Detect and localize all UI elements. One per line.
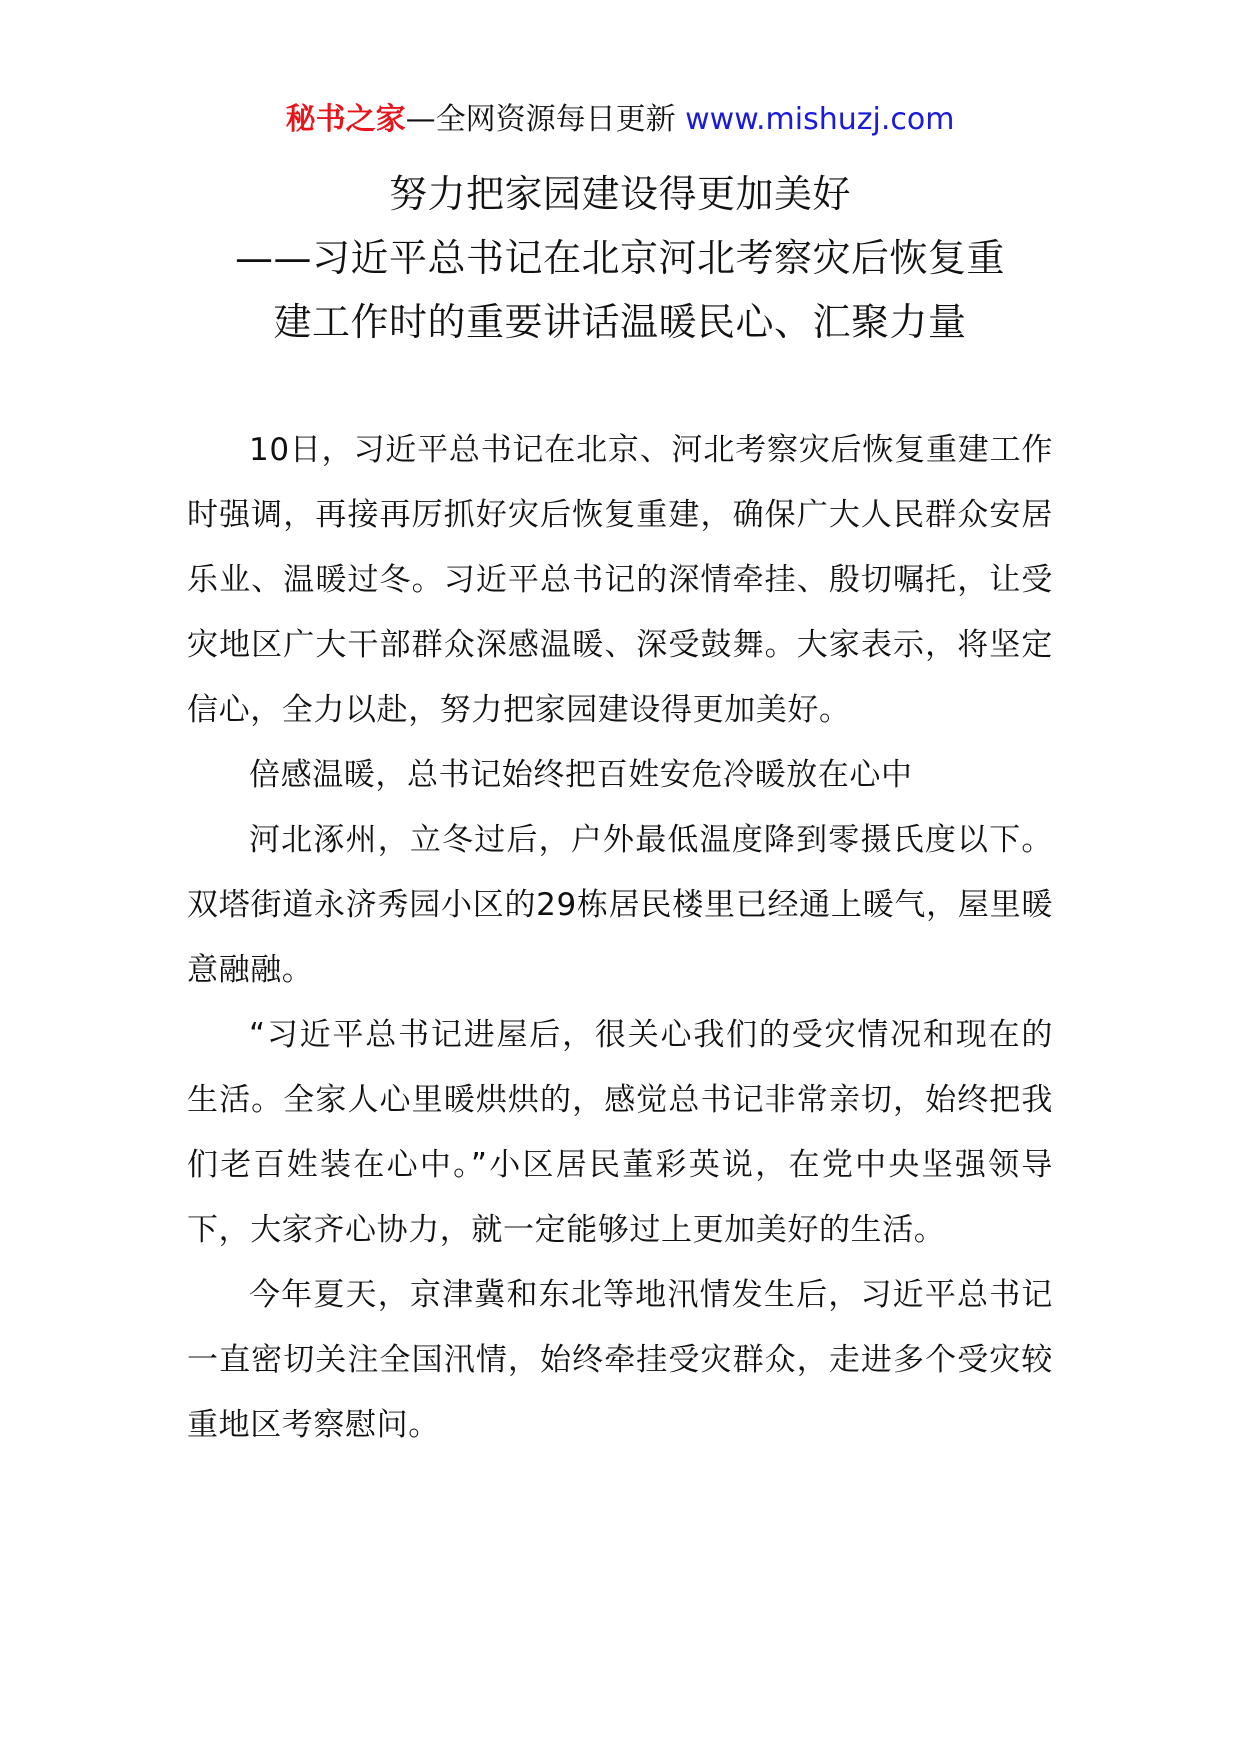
site-slogan: —全网资源每日更新: [405, 102, 676, 137]
site-brand: 秘书之家: [285, 102, 406, 137]
title-line-3: 建工作时的重要讲话温暖民心、汇聚力量: [273, 300, 967, 344]
article-body: [187, 418, 1053, 1458]
title-line-2: ——习近平总书记在北京河北考察灾后恢复重: [234, 236, 1005, 280]
title-line-1: 努力把家园建设得更加美好: [388, 172, 851, 216]
paragraph-quote: “习近平总书记进屋后，很关心我们的受灾情况和现在的生活。全家人心里暖烘烘的，感觉总书记非常亲切，始终把我们老百姓装在心中。”小区居民董彩英说，在党中央坚强领导下，大家齐心协力，就一定能够过上更加美好的生活。: [187, 1017, 1053, 1248]
paragraph: 今年夏天，京津冀和东北等地汛情发生后，习近平总书记一直密切关注全国汛情，始终牵挂受灾群众，走进多个受灾较重地区考察慰问。: [187, 1277, 1053, 1443]
article-title: [150, 162, 1090, 354]
section-heading: 倍感温暖，总书记始终把百姓安危冷暖放在心中: [249, 757, 913, 793]
site-url-link[interactable]: www.mishuzj.com: [685, 102, 955, 137]
paragraph: 河北涿州，立冬过后，户外最低温度降到零摄氏度以下。双塔街道永济秀园小区的29栋居民楼里已经通上暖气，屋里暖意融融。: [187, 822, 1053, 988]
site-banner: [0, 98, 1240, 142]
paragraph-intro: 10日，习近平总书记在北京、河北考察灾后恢复重建工作时强调，再接再厉抓好灾后恢复重建，确保广大人民群众安居乐业、温暖过冬。习近平总书记的深情牵挂、殷切嘱托，让受灾地区广大干部群众深感温暖、深受鼓舞。大家表示，将坚定信心，全力以赴，努力把家园建设得更加美好。: [187, 432, 1053, 728]
